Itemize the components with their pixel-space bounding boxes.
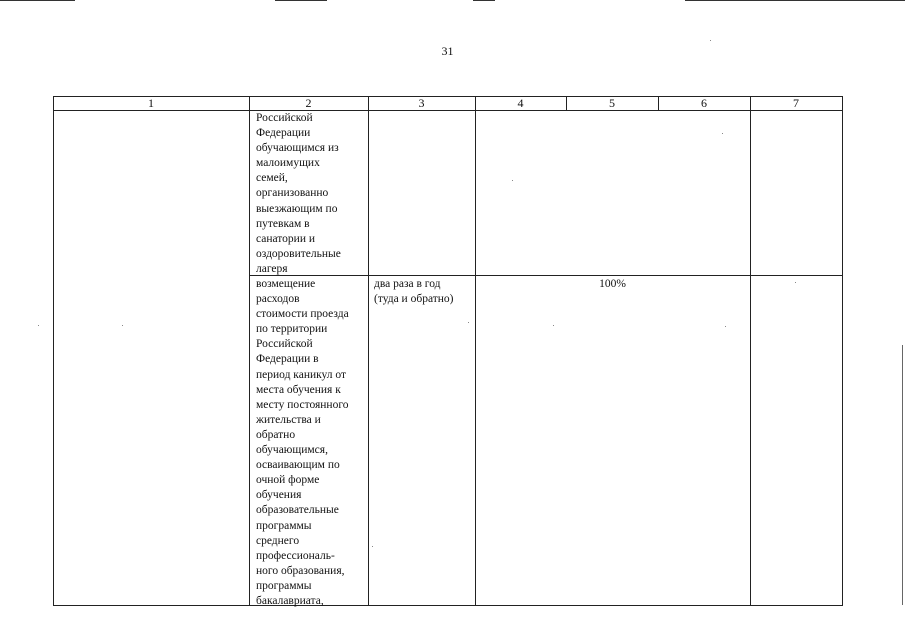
cell-text-line: Федерации в <box>256 353 319 366</box>
row2-col2-text <box>256 277 349 609</box>
cell-text-line: ного образования, <box>256 564 345 577</box>
header-cell-5: 5 <box>609 96 615 110</box>
cell-text-line: программы <box>256 519 312 532</box>
scan-speck <box>372 546 373 547</box>
cell-text-line: два раза в год <box>374 278 441 290</box>
scan-speck <box>722 133 723 134</box>
cell-text-line: период каникул от <box>256 368 347 381</box>
cell-text-line: лагеря <box>256 262 288 275</box>
scan-speck <box>122 325 123 326</box>
header-cell-6: 6 <box>701 96 707 110</box>
cell-text-line: месту постоянного <box>256 398 349 411</box>
cell-text-line: обучения <box>256 489 302 502</box>
top-edge-line <box>685 0 905 1</box>
top-edge-line <box>0 0 75 1</box>
cell-text-line: бакалавриата, <box>256 594 324 607</box>
cell-text-line: очной форме <box>256 474 320 487</box>
cell-text-line: Российской <box>256 112 313 124</box>
scan-speck <box>725 326 726 327</box>
cell-text-line: обучающимся из <box>256 142 339 155</box>
cell-text-line: среднего <box>256 534 300 547</box>
cell-text-line: обучающимся, <box>256 444 328 457</box>
cell-text-line: обратно <box>256 428 296 441</box>
header-cell-3: 3 <box>418 96 425 110</box>
cell-text-line: возмещение <box>256 278 316 290</box>
cell-text-line: организованно <box>256 187 329 200</box>
cell-text-line: по территории <box>256 323 328 336</box>
cell-text-line: малоимущих <box>256 157 320 170</box>
cell-text-line: стоимости проезда <box>256 308 349 321</box>
scan-speck <box>512 180 513 181</box>
cell-text-line: профессиональ- <box>256 549 335 562</box>
header-cell-4: 4 <box>517 96 524 110</box>
row2-col3-text <box>374 277 454 307</box>
cell-text-line: жительства и <box>256 413 321 426</box>
top-edge-line <box>473 0 495 1</box>
scan-speck <box>710 40 711 41</box>
cell-text-line: семей, <box>256 172 288 185</box>
scan-speck <box>553 325 554 326</box>
row2-col456-value: 100% <box>599 278 626 290</box>
cell-text-line: оздоровительные <box>256 247 341 260</box>
cell-text-line: осваивающим по <box>256 459 340 472</box>
header-cell-7: 7 <box>793 96 799 110</box>
scan-speck <box>468 322 469 323</box>
cell-text-line: расходов <box>256 293 300 306</box>
cell-text-line: (туда и обратно) <box>374 293 454 306</box>
scan-speck <box>38 325 39 326</box>
top-edge-line <box>275 0 327 1</box>
scan-edge-line <box>902 345 903 605</box>
cell-text-line: Российской <box>256 338 313 351</box>
cell-text-line: Федерации <box>256 127 311 140</box>
row1-col2-text <box>256 111 341 277</box>
cell-text-line: санатории и <box>256 232 316 245</box>
cell-text-line: программы <box>256 579 312 592</box>
header-cell-2: 2 <box>305 96 312 110</box>
page-number: 31 <box>441 44 454 58</box>
cell-text-line: места обучения к <box>256 383 341 396</box>
cell-text-line: выезжающим по <box>256 202 338 215</box>
cell-text-line: образовательные <box>256 504 339 517</box>
scan-speck <box>795 282 796 283</box>
header-cell-1: 1 <box>148 96 154 110</box>
cell-text-line: путевкам в <box>256 217 310 230</box>
